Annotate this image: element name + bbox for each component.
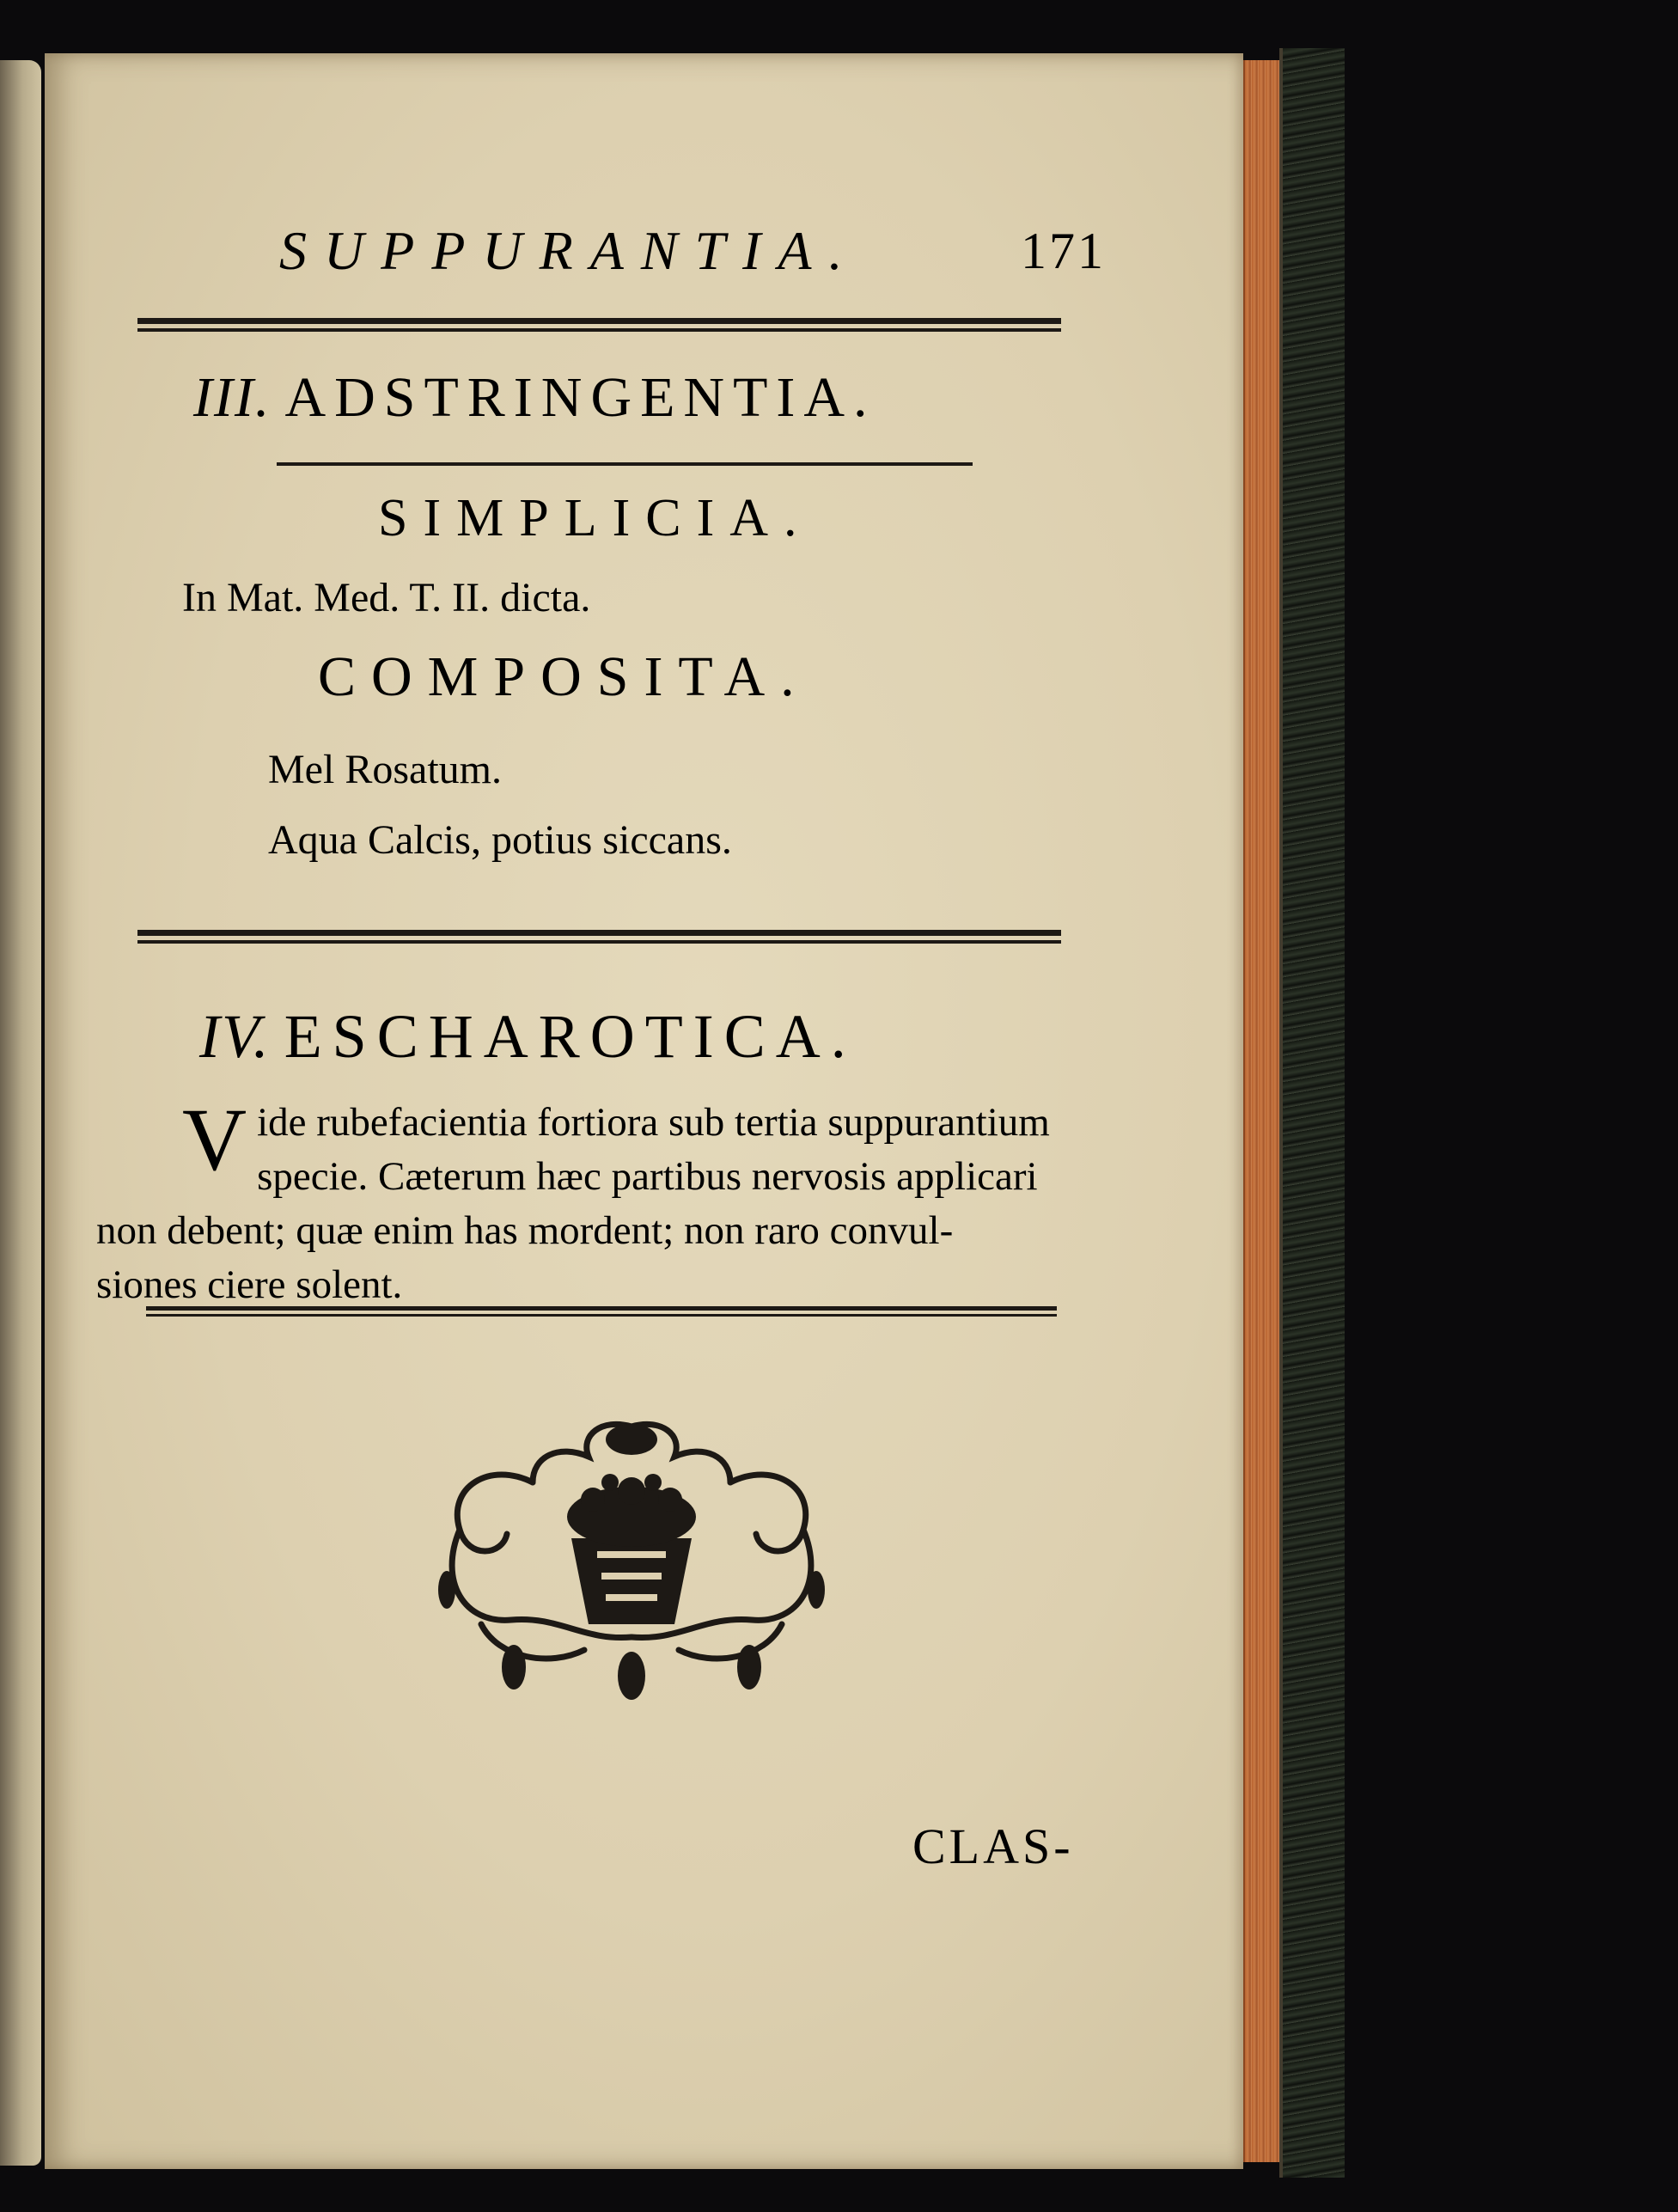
section-numeral: IV. — [199, 1002, 271, 1071]
paragraph-line: non debent; quæ enim has mordent; non raro convul- — [96, 1208, 954, 1253]
catchword: CLAS- — [912, 1818, 1074, 1874]
page-block-edge — [1243, 60, 1281, 2162]
drop-capital: V — [182, 1091, 247, 1189]
paragraph-line: siones ciere solent. — [96, 1262, 403, 1307]
paragraph-line: specie. Cæterum hæc partibus nervosis applicari — [257, 1154, 1038, 1199]
composita-item: Mel Rosatum. — [268, 747, 502, 792]
section-numeral: III. — [193, 366, 272, 429]
section-title-text: ESCHAROTICA. — [284, 1002, 857, 1071]
header-rule — [137, 318, 1061, 332]
book-cover — [1279, 48, 1345, 2178]
simplicia-text: In Mat. Med. T. II. dicta. — [182, 575, 591, 620]
escharotica-paragraph — [96, 1091, 1071, 1312]
floral-basket-ornament-icon — [430, 1409, 833, 1706]
section-title-text: ADSTRINGENTIA. — [284, 366, 876, 429]
paragraph-line: ide rubefacientia fortiora sub tertia suppurantium — [257, 1100, 1050, 1145]
section-divider — [277, 462, 973, 466]
running-head: SUPPURANTIA. — [279, 220, 860, 281]
section-title-escharotica — [199, 1001, 857, 1072]
composita-heading: COMPOSITA. — [318, 645, 810, 708]
facing-page-edge — [0, 60, 41, 2166]
page-number: 171 — [1021, 223, 1106, 279]
section-rule — [137, 930, 1061, 944]
section-title-adstringentia — [193, 365, 876, 431]
composita-item: Aqua Calcis, potius siccans. — [268, 817, 732, 863]
section-rule — [146, 1306, 1057, 1317]
simplicia-heading: SIMPLICIA. — [378, 489, 813, 547]
